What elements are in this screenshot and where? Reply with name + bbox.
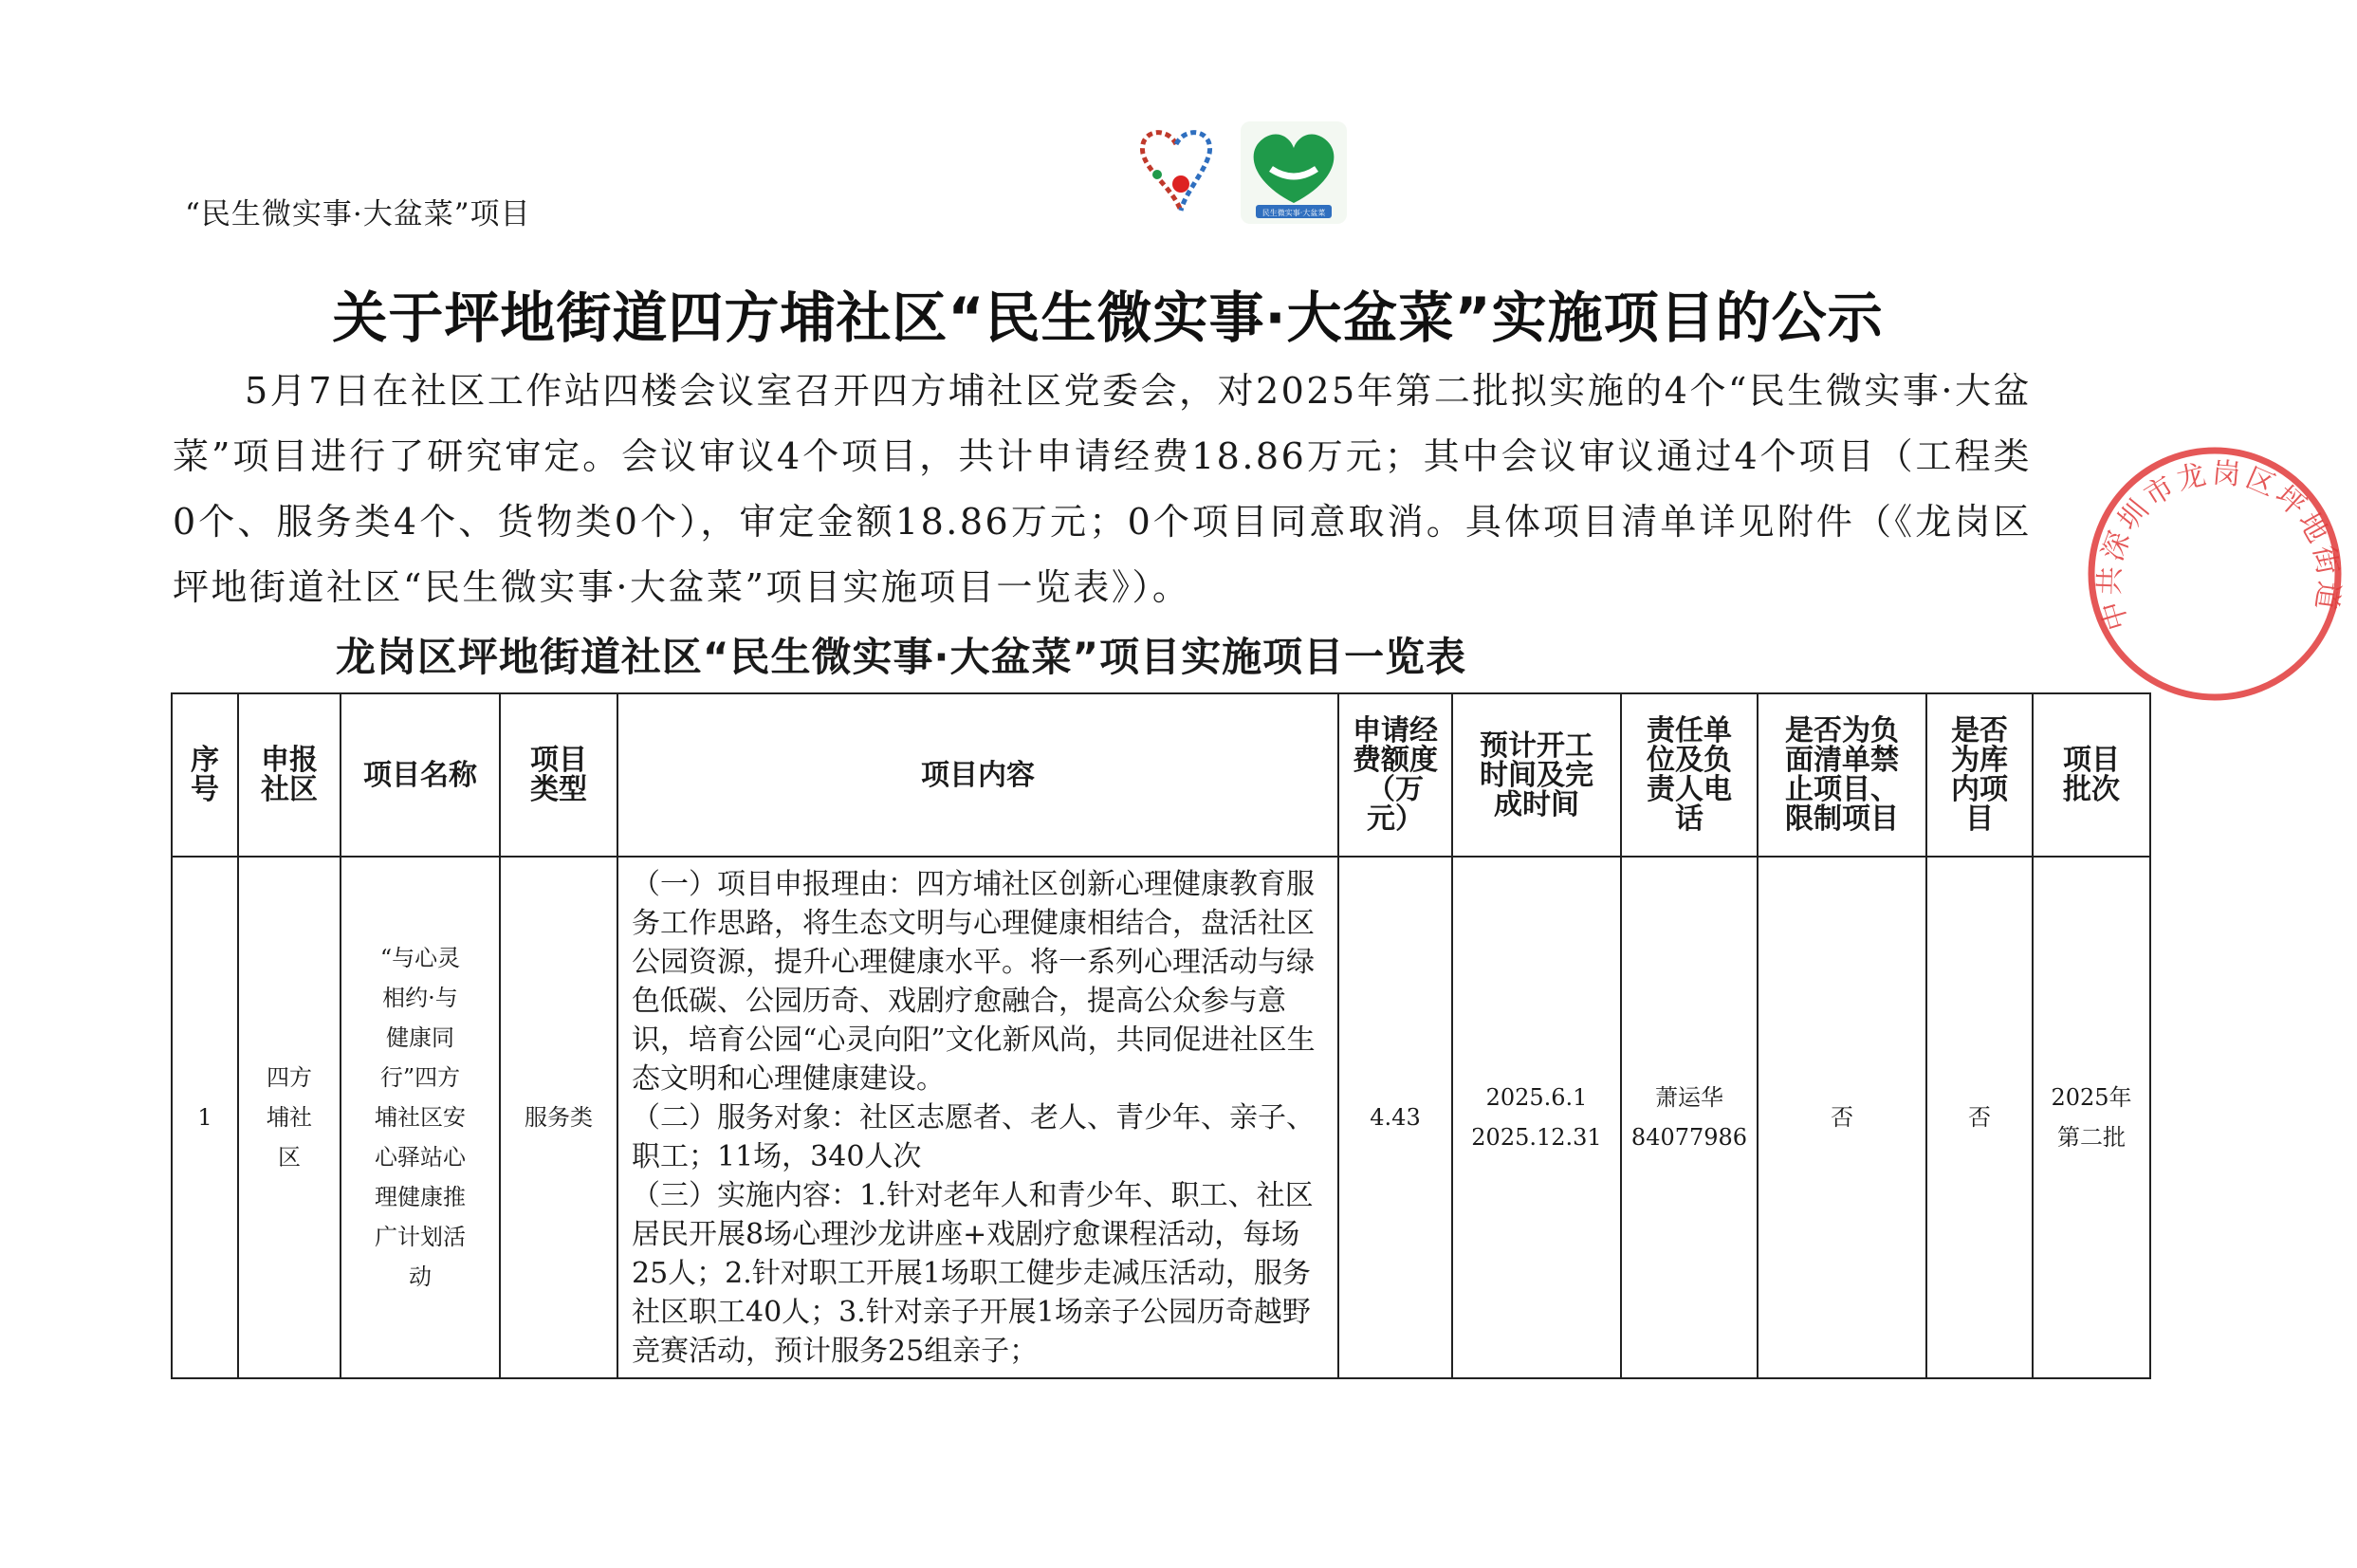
cell-content — [617, 857, 1338, 1378]
project-logos — [1129, 116, 1356, 230]
batch-year: 2025年 — [2051, 1084, 2132, 1111]
header-seq: 序号 — [172, 693, 238, 857]
header-batch: 项目批次 — [2033, 693, 2150, 857]
header-in-library: 是否为库内项目 — [1926, 693, 2033, 857]
announcement-body: 5月7日在社区工作站四楼会议室召开四方埔社区党委会，对2025年第二批拟实施的4个“民生微实事·大盆菜”项目进行了研究审定。会议审议4个项目，共计申请经费18.86万元；其中会议审议通过4个项目（工程类0个、服务类4个、货物类0个），审定金额18.86万元；0个项目同意取消。具体项目清单详见附件（《龙岗区坪地街道社区“民生微实事·大盆菜”项目实施项目一览表》）。 — [173, 370, 2032, 608]
table-title: 龙岗区坪地街道社区“民生微实事·大盆菜”项目实施项目一览表 — [335, 634, 1467, 680]
header-name: 项目名称 — [341, 693, 500, 857]
batch-number: 第二批 — [2057, 1124, 2126, 1151]
cell-time — [1452, 857, 1621, 1378]
cell-community: 四方埔社区 — [238, 857, 341, 1378]
project-list-table — [171, 692, 2151, 1379]
seal-text: 中共深圳市龙岗区坪地街道 — [2092, 456, 2346, 635]
header-content: 项目内容 — [617, 693, 1338, 857]
content-reason: （一）项目申报理由：四方埔社区创新心理健康教育服务工作思路，将生态文明与心理健康相结合，盘活社区公园资源，提升心理健康水平。将一系列心理活动与绿色低碳、公园历奇、戏剧疗愈融合，提高公众参与意识，培育公园“心灵向阳”文化新风尚，共同促进社区生态文明和心理健康建设。 — [632, 868, 1316, 1096]
logo-caption: 民生微实事·大盆菜 — [1261, 209, 1326, 217]
header-type: 项目类型 — [500, 693, 617, 857]
responsible-phone: 84077986 — [1630, 1124, 1748, 1151]
page-title: 关于坪地街道四方埔社区“民生微实事·大盆菜”实施项目的公示 — [332, 286, 1884, 350]
cell-project-name: “与心灵相约·与健康同行”四方埔社区安心驿站心理健康推广计划活动 — [341, 857, 500, 1378]
header-time: 预计开工时间及完成时间 — [1452, 693, 1621, 857]
header-negative-list: 是否为负面清单禁止项目、限制项目 — [1758, 693, 1926, 857]
end-date: 2025.12.31 — [1471, 1124, 1602, 1151]
responsible-person: 萧运华 — [1655, 1084, 1723, 1111]
header-responsible: 责任单位及负责人电话 — [1621, 693, 1758, 857]
project-tagline: “民生微实事·大盆菜”项目 — [185, 197, 531, 231]
cell-in-library: 否 — [1926, 857, 2033, 1378]
table-header-row — [172, 693, 2150, 857]
green-heart-logo-icon — [1241, 121, 1347, 224]
header-community: 申报社区 — [238, 693, 341, 857]
cell-type: 服务类 — [500, 857, 617, 1378]
cell-seq: 1 — [172, 857, 238, 1378]
cell-batch — [2033, 857, 2150, 1378]
content-target: （二）服务对象：社区志愿者、老人、青少年、亲子、职工；11场，340人次 — [632, 1101, 1315, 1173]
cell-responsible — [1621, 857, 1758, 1378]
content-implementation: （三）实施内容：1.针对老年人和青少年、职工、社区居民开展8场心理沙龙讲座+戏剧疗愈课程活动，每场25人；2.针对职工开展1场职工健步走减压活动，服务社区职工40人；3.针对亲子开展1场亲子公园历奇越野竞赛活动，预计服务25组亲子； — [632, 1179, 1314, 1368]
cell-negative-list: 否 — [1758, 857, 1926, 1378]
header-amount: 申请经费额度（万元） — [1338, 693, 1452, 857]
start-date: 2025.6.1 — [1485, 1084, 1588, 1111]
table-row — [172, 857, 2150, 1378]
heart-ribbon-logo-icon — [1142, 133, 1209, 211]
official-seal-icon — [2072, 432, 2357, 716]
cell-amount: 4.43 — [1338, 857, 1452, 1378]
